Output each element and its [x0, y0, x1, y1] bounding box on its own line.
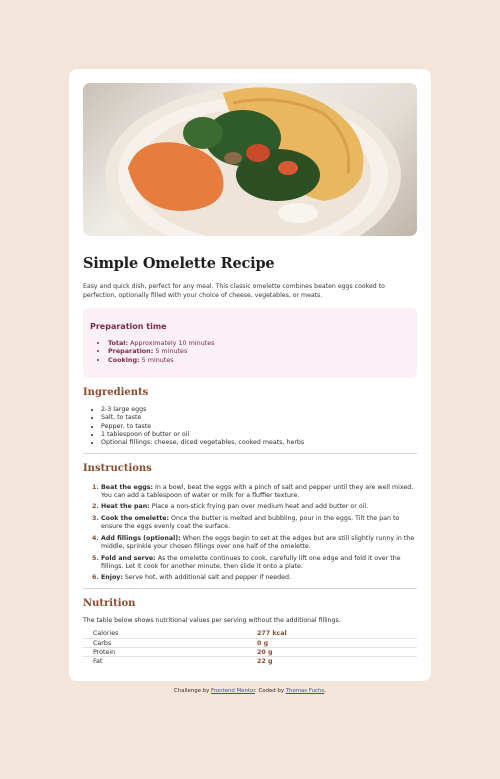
frontend-mentor-link[interactable]: Frontend Mentor — [211, 688, 256, 694]
prep-value: 5 minutes — [155, 347, 188, 356]
preparation-heading: Preparation time — [90, 322, 167, 332]
step-label: Beat the eggs: — [101, 483, 154, 491]
nutrient-value: 22 g — [257, 658, 273, 666]
instruction-step — [101, 574, 417, 582]
instruction-step — [101, 503, 417, 511]
step-label: Enjoy: — [101, 574, 123, 582]
ingredient-item: • 2-3 large eggs — [101, 406, 417, 414]
instructions-section — [83, 463, 417, 583]
instruction-step — [101, 484, 417, 501]
preparation-time-box — [83, 308, 417, 378]
step-text: As the omelette continues to cook, carefully lift one edge and fold it over the fillings. Let it cook for another minute, then slide it onto a plate. — [101, 554, 401, 570]
instruction-step — [101, 535, 417, 552]
table-row — [83, 630, 417, 639]
nutrition-table — [83, 630, 417, 666]
ingredient-item: • Pepper, to taste — [101, 423, 417, 431]
instruction-step — [101, 515, 417, 532]
nutrient-value: 277 kcal — [257, 630, 417, 639]
step-text: In a bowl, beat the eggs with a pinch of salt and pepper until they are well mixed. You can add a tablespoon of water or milk for a fluffier texture. — [101, 483, 414, 499]
instructions-list — [83, 484, 417, 583]
step-label: Fold and serve: — [101, 554, 156, 562]
ingredient-item: • 1 tablespoon of butter or oil — [101, 431, 417, 439]
step-text: When the eggs begin to set at the edges but are still slightly runny in the middle, sprinkle your chosen fillings over one half of the omelette. — [101, 534, 415, 551]
divider — [83, 588, 417, 589]
footer-text: . — [324, 688, 326, 694]
step-label: Heat the pan: — [101, 503, 150, 511]
recipe-title: Simple Omelette Recipe — [83, 255, 275, 272]
nutrition-description: The table below shows nutritional values per serving without the additional fillings. — [83, 616, 341, 624]
ingredient-item: • Optional fillings: cheese, diced vegetables, cooked meats, herbs — [101, 439, 417, 447]
step-text: Once the butter is melted and bubbling, pour in the eggs. Tilt the pan to ensure the eggs evenly coat the surface. — [101, 514, 400, 531]
nutrient-label: Calories — [83, 630, 257, 639]
step-label: Add fillings (optional): — [101, 534, 181, 542]
nutrition-heading: Nutrition — [83, 597, 136, 609]
nutrient-label: Carbs — [83, 638, 257, 647]
prep-value: 5 minutes — [141, 355, 174, 364]
ingredients-section — [83, 387, 417, 447]
omelette-illustration — [83, 83, 417, 236]
attribution-footer — [0, 688, 500, 694]
table-row — [83, 657, 417, 666]
prep-label: Preparation: — [108, 347, 154, 356]
author-link[interactable]: Thomas Fuchs — [285, 688, 325, 694]
ingredients-list — [83, 406, 417, 447]
preparation-list — [90, 339, 410, 364]
step-text: Serve hot, with additional salt and pepper if needed. — [124, 574, 292, 582]
footer-text: Challenge by — [174, 688, 210, 694]
recipe-card — [69, 69, 431, 681]
prep-value: Approximately 10 minutes — [130, 339, 215, 348]
nutrition-section — [83, 598, 417, 666]
step-text: Place a non-stick frying pan over medium heat and add butter or oil. — [151, 503, 369, 511]
nutrient-value: 20 g — [257, 648, 417, 657]
footer-text: . Coded by — [255, 688, 285, 694]
step-label: Cook the omelette: — [101, 514, 170, 522]
nutrient-label: Protein — [83, 648, 257, 657]
table-row — [83, 648, 417, 657]
nutrient-label: Fat — [93, 658, 103, 666]
prep-label: Total: — [108, 339, 129, 348]
prep-item-preparation — [108, 347, 410, 355]
prep-item-total — [108, 339, 410, 347]
ingredients-heading: Ingredients — [83, 387, 149, 399]
instructions-heading: Instructions — [83, 462, 152, 474]
recipe-intro: Easy and quick dish, perfect for any meal. This classic omelette combines beaten eggs cooked to perfection, optionally filled with your choice of cheese, vegetables, or meats. — [83, 283, 385, 299]
prep-label: Cooking: — [108, 355, 140, 364]
nutrient-value: 0 g — [257, 638, 417, 647]
prep-item-cooking — [108, 356, 410, 364]
hero-image — [83, 83, 417, 236]
table-row — [83, 638, 417, 647]
instruction-step — [101, 555, 417, 572]
ingredient-item: • Salt, to taste — [101, 414, 417, 422]
divider — [83, 453, 417, 454]
